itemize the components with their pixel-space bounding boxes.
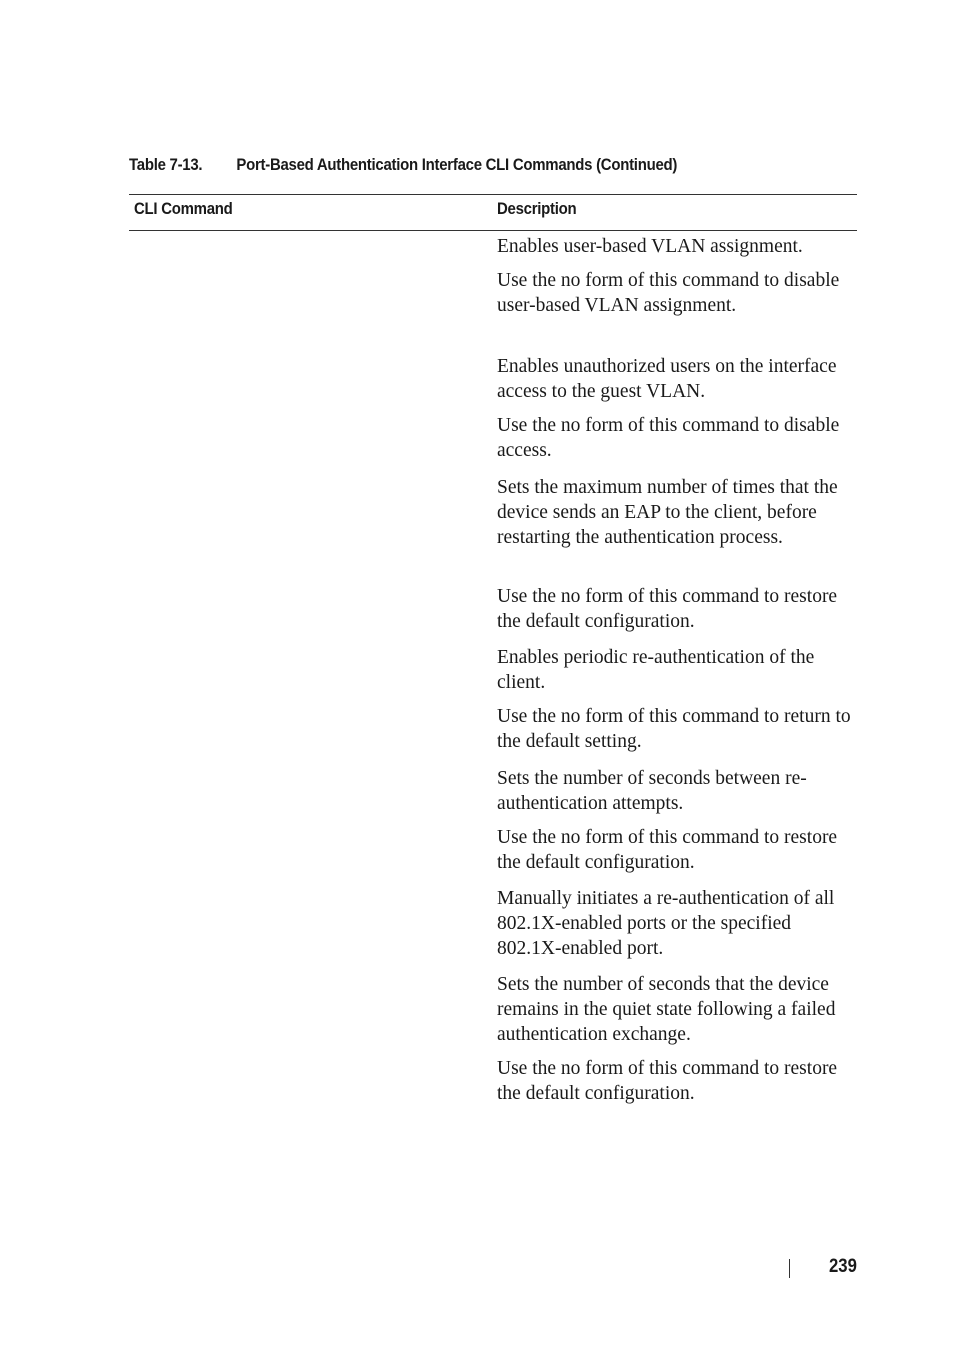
description-paragraph: Use the no form of this command to disable access. [497, 415, 840, 461]
table-number: Table 7-13. [129, 155, 203, 174]
description-paragraph: Use the no form of this command to restore the default configuration. [497, 586, 838, 632]
description-paragraph: Sets the maximum number of times that the device sends an EAP to the client, before restarting the authentication process. [497, 477, 838, 548]
description-paragraph: Sets the number of seconds between re-authentication attempts. [497, 768, 807, 814]
footer-divider [789, 1259, 790, 1278]
description-paragraph: Enables unauthorized users on the interface access to the guest VLAN. [497, 356, 837, 402]
description-paragraph: Manually initiates a re-authentication of all 802.1X-enabled ports or the specified 802.1X-enabled port. [497, 888, 835, 959]
description-paragraph: Use the no form of this command to disable user-based VLAN assignment. [497, 270, 840, 316]
column-header-cli-command: CLI Command [134, 199, 233, 218]
page-number: 239 [829, 1256, 857, 1277]
description-paragraph: Enables periodic re-authentication of the client. [497, 647, 815, 693]
table-header-rule [129, 230, 857, 231]
table-caption [129, 155, 677, 175]
description-paragraph: Sets the number of seconds that the device remains in the quiet state following a failed authentication exchange. [497, 974, 836, 1045]
table-top-rule [129, 194, 857, 195]
description-paragraph: Enables user-based VLAN assignment. [497, 236, 803, 257]
description-paragraph: Use the no form of this command to restore the default configuration. [497, 1058, 838, 1104]
table-title: Port-Based Authentication Interface CLI Commands (Continued) [236, 155, 678, 174]
description-paragraph: Use the no form of this command to return to the default setting. [497, 706, 851, 752]
column-header-description: Description [497, 199, 577, 218]
description-paragraph: Use the no form of this command to restore the default configuration. [497, 827, 838, 873]
